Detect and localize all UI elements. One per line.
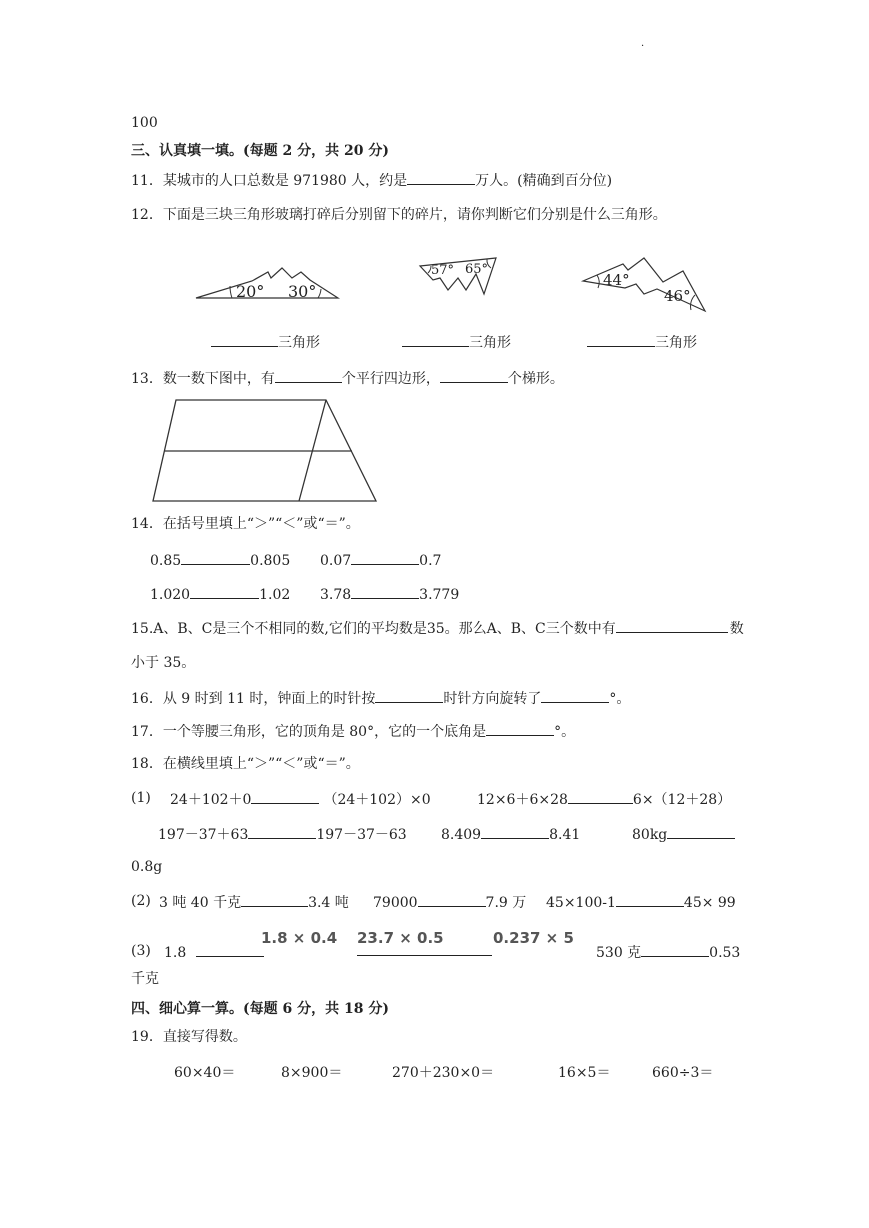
- q18-p1-e5: [632, 824, 735, 844]
- q18-p1-e4b: 8.41: [549, 827, 581, 843]
- q18-p2-label: (2): [131, 893, 151, 909]
- q18-p1-e3: [158, 824, 407, 844]
- q18-p1-e2b: 6×（12＋28）: [632, 792, 732, 808]
- q18-p2-e3a: 45×100-1: [546, 895, 616, 911]
- q14-row-2: [150, 584, 290, 604]
- section3-title: 三、认真填一填。(每题 2 分，共 20 分): [131, 143, 389, 159]
- q15-blank[interactable]: [616, 618, 728, 633]
- q15-text-c: 小于 35。: [131, 655, 196, 671]
- q17-blank[interactable]: [486, 721, 554, 736]
- q18-p2-e1: [159, 892, 349, 912]
- q18-p3-blank-1[interactable]: [196, 942, 264, 957]
- q18-p3-img-3: 0.237 × 5: [493, 929, 574, 947]
- q14-blank-1[interactable]: [181, 550, 250, 565]
- q19-item-2: 8×900＝: [281, 1065, 343, 1081]
- section4-title: 四、细心算一算。(每题 6 分，共 18 分): [131, 1001, 389, 1017]
- q18-p3-img-1: 1.8 × 0.4: [261, 929, 338, 947]
- q16-blank-1[interactable]: [375, 688, 443, 703]
- q14-r1-b: 0.805: [250, 553, 291, 569]
- q19-text: 19．直接写得数。: [131, 1029, 247, 1045]
- q18-p1-e2a: 12×6＋6×28: [477, 792, 568, 808]
- q18-p3-e2: [596, 942, 740, 962]
- q17-text-a: 17．一个等腰三角形，它的顶角是 80°，它的一个底角是: [131, 724, 487, 740]
- q14-row-1b: [320, 550, 441, 570]
- q18-p3-blank-2[interactable]: [357, 955, 492, 956]
- prev-value: 100: [131, 115, 158, 131]
- q14-row-2b: [320, 584, 459, 604]
- q18-p1-blank-3[interactable]: [248, 824, 316, 839]
- top-mark: ·: [641, 41, 645, 52]
- q18-p1-e5b: 0.8g: [131, 859, 163, 875]
- q18-text: 18．在横线里填上“＞”“＜”或“＝”。: [131, 756, 360, 772]
- q18-p1-e1b: （24＋102）×0: [323, 792, 431, 808]
- shard3-angle-a: 44°: [603, 271, 630, 289]
- q14-r2-d: 3.779: [419, 587, 460, 603]
- q17-text-b: °。: [554, 724, 576, 740]
- q18-p1-e4: [441, 824, 580, 844]
- q18-p1-blank-1[interactable]: [251, 789, 319, 804]
- q18-p2-blank-2[interactable]: [418, 892, 486, 907]
- q14-r1-d: 0.7: [419, 553, 442, 569]
- q18-p3-blank-3[interactable]: [641, 942, 709, 957]
- shard2-angle-a: 57°: [431, 263, 455, 278]
- q14-blank-4[interactable]: [351, 584, 419, 599]
- q18-p2-e1b: 3.4 吨: [308, 895, 349, 911]
- q12-suffix-3: 三角形: [655, 335, 697, 351]
- q18-p1-e3b: 197－37－63: [316, 827, 407, 843]
- q18-p1-e3a: 197－37＋63: [158, 827, 249, 843]
- q18-p2-e1a: 3 吨 40 千克: [159, 895, 242, 911]
- q18-p3-e2b: 0.53: [709, 945, 741, 961]
- q18-p1-e5a: 80kg: [632, 827, 668, 843]
- q16-blank-2[interactable]: [541, 688, 609, 703]
- q14-r1-a: 0.85: [150, 553, 182, 569]
- q18-p1-blank-4[interactable]: [481, 824, 549, 839]
- q11-text-a: 11．某城市的人口总数是 971980 人，约是: [131, 173, 408, 189]
- q15: [131, 618, 744, 638]
- q18-p1-label: (1): [131, 790, 151, 806]
- q18-p2-blank-3[interactable]: [616, 892, 684, 907]
- q16: [131, 688, 630, 708]
- q18-p2-e2a: 79000: [373, 895, 418, 911]
- q18-p2-blank-1[interactable]: [241, 892, 308, 907]
- q13-text-b: 个平行四边形，: [341, 371, 440, 387]
- shard2-angle-b: 65°: [465, 262, 489, 277]
- q19-item-4: 16×5＝: [558, 1065, 611, 1081]
- q13-text-a: 13．数一数下图中，有: [131, 371, 275, 387]
- q14-text: 14．在括号里填上“＞”“＜”或“＝”。: [131, 516, 360, 532]
- q19-item-5: 660÷3＝: [652, 1065, 714, 1081]
- q16-text-a: 16．从 9 时到 11 时，钟面上的时针按: [131, 691, 376, 707]
- q14-row-1: [150, 550, 290, 570]
- q12-text: 12．下面是三块三角形玻璃打碎后分别留下的碎片，请你判断它们分别是什么三角形。: [131, 207, 667, 223]
- q18-p3-e2a: 530 克: [596, 945, 642, 961]
- shard1-angle-b: 30°: [288, 282, 317, 301]
- q18-p3-e1a: 1.8: [164, 945, 187, 961]
- q18-p3-e2c: 千克: [131, 971, 159, 987]
- q19-item-1: 60×40＝: [174, 1065, 236, 1081]
- q18-p2-e2: [373, 892, 526, 912]
- q14-blank-3[interactable]: [190, 584, 259, 599]
- q18-p2-e3: [546, 892, 736, 912]
- q14-blank-2[interactable]: [351, 550, 419, 565]
- q18-p1-e1: [170, 789, 431, 809]
- q12-suffix-1: 三角形: [278, 335, 320, 351]
- trapezoid-figure: [0, 0, 869, 520]
- q19-item-3: 270＋230×0＝: [392, 1065, 495, 1081]
- q18-p1-blank-2[interactable]: [568, 789, 633, 804]
- q14-r2-b: 1.02: [259, 587, 291, 603]
- q16-text-b: 时针方向旋转了: [443, 691, 542, 707]
- q11-text-b: 万人。(精确到百分位): [475, 173, 613, 189]
- q14-r2-a: 1.020: [150, 587, 191, 603]
- q18-p3-img-2: 23.7 × 0.5: [357, 929, 444, 947]
- q14-r2-c: 3.78: [320, 587, 352, 603]
- q16-text-c: °。: [609, 691, 631, 707]
- q15-text-a: 15.A、B、C是三个不相同的数,它们的平均数是35。那么A、B、C三个数中有: [131, 621, 616, 637]
- q18-p1-e2: [477, 789, 731, 809]
- q18-p1-e1a: 24＋102＋0: [170, 792, 252, 808]
- shard1-angle-a: 20°: [236, 282, 265, 301]
- q18-p1-e4a: 8.409: [441, 827, 482, 843]
- q12-suffix-2: 三角形: [469, 335, 511, 351]
- q13-text-c: 个梯形。: [507, 371, 564, 387]
- q18-p3-e1: [164, 942, 264, 962]
- q14-r1-c: 0.07: [320, 553, 352, 569]
- shard3-angle-b: 46°: [664, 287, 691, 305]
- q18-p3-label: (3): [131, 943, 151, 959]
- q17: [131, 721, 575, 741]
- q15-text-b: 数: [729, 621, 744, 637]
- q18-p1-blank-5[interactable]: [667, 824, 735, 839]
- q18-p2-e3b: 45× 99: [683, 895, 736, 911]
- q18-p2-e2b: 7.9 万: [485, 895, 527, 911]
